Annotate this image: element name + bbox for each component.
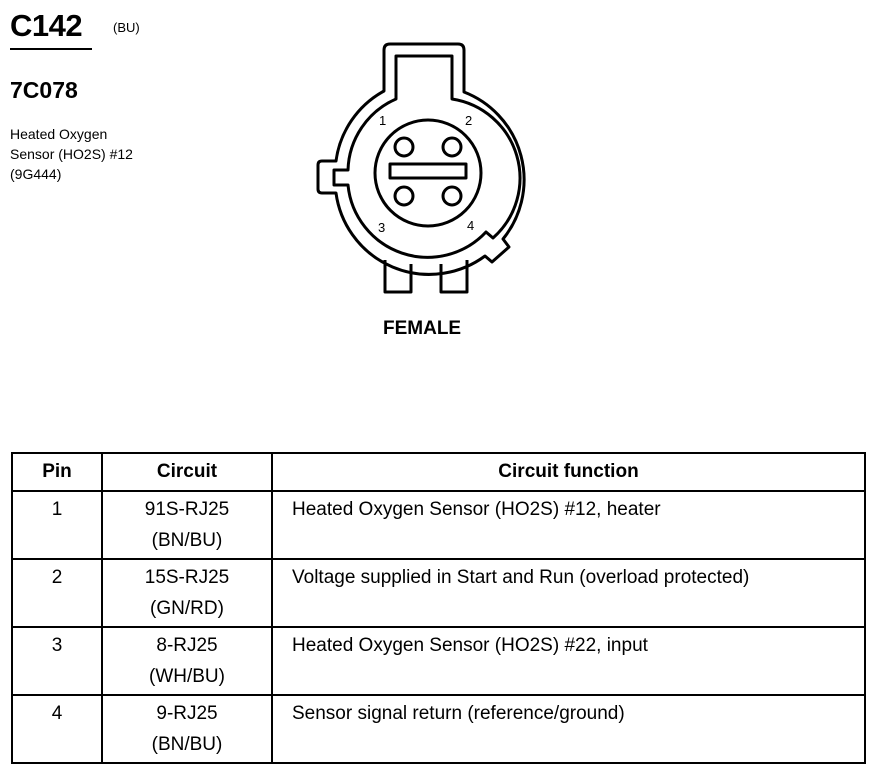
circuit-code: 91S-RJ25 <box>144 499 230 520</box>
header-circuit-function: Circuit function <box>272 453 865 491</box>
pin-label-2: 2 <box>465 113 473 128</box>
circuit-cell <box>102 491 272 559</box>
connector-color-code: (BU) <box>113 20 140 35</box>
table-row <box>12 491 865 559</box>
circuit-cell <box>102 559 272 627</box>
pin-label-4: 4 <box>467 218 475 233</box>
circuit-code: 9-RJ25 <box>156 703 218 724</box>
circuit-cell <box>102 627 272 695</box>
center-key-slot <box>390 164 466 178</box>
connector-id: C142 <box>10 8 83 43</box>
function-cell: Voltage supplied in Start and Run (overload protected) <box>272 559 865 627</box>
header-circuit: Circuit <box>102 453 272 491</box>
function-cell: Sensor signal return (reference/ground) <box>272 695 865 763</box>
connector-face-diagram <box>310 35 540 300</box>
pin-2-socket <box>443 138 461 156</box>
pin-cell: 1 <box>12 491 102 559</box>
table-row <box>12 695 865 763</box>
pin-cell: 4 <box>12 695 102 763</box>
connector-id-underline <box>10 48 92 50</box>
wire-color: (WH/BU) <box>149 666 225 687</box>
pin-1-socket <box>395 138 413 156</box>
circuit-code: 8-RJ25 <box>156 635 218 656</box>
pin-cell: 2 <box>12 559 102 627</box>
component-line: Sensor (HO2S) #12 <box>10 146 133 162</box>
function-cell: Heated Oxygen Sensor (HO2S) #22, input <box>272 627 865 695</box>
wire-color: (BN/BU) <box>151 734 223 755</box>
component-description <box>10 124 133 184</box>
table-row <box>12 559 865 627</box>
wire-color: (BN/BU) <box>151 530 223 551</box>
pinout-table <box>11 452 866 764</box>
component-line: Heated Oxygen <box>10 126 108 142</box>
pin-label-1: 1 <box>379 113 387 128</box>
part-number: 7C078 <box>10 77 78 103</box>
terminal-tab-right <box>441 260 467 292</box>
table-row <box>12 627 865 695</box>
header-pin: Pin <box>12 453 102 491</box>
table-header-row <box>12 453 865 491</box>
circuit-cell <box>102 695 272 763</box>
pin-cell: 3 <box>12 627 102 695</box>
wire-color: (GN/RD) <box>150 598 224 619</box>
pin-4-socket <box>443 187 461 205</box>
pin-label-3: 3 <box>378 220 386 235</box>
connector-gender-label: FEMALE <box>383 318 462 339</box>
function-cell: Heated Oxygen Sensor (HO2S) #12, heater <box>272 491 865 559</box>
circuit-code: 15S-RJ25 <box>144 567 230 588</box>
pin-3-socket <box>395 187 413 205</box>
component-line: (9G444) <box>10 166 62 182</box>
